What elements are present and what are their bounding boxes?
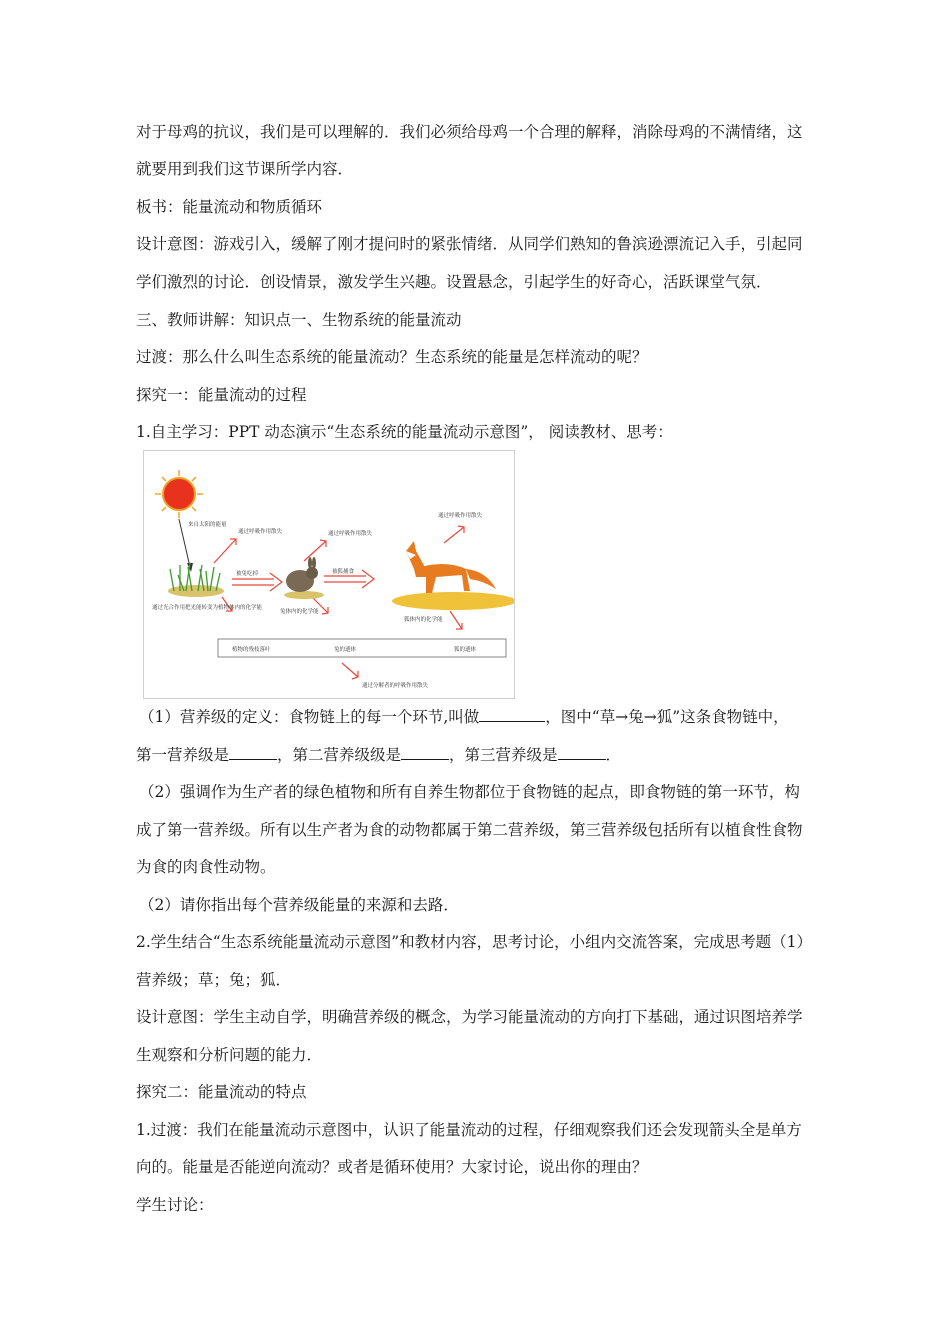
question-text: （1）营养级的定义：食物链上的每一个环节,叫做: [139, 708, 480, 726]
paragraph-line: 1.自主学习：PPT 动态演示“生态系统的能量流动示意图”， 阅读教材、思考：: [136, 423, 673, 441]
fox-store-label: 狐体内的化学能: [404, 617, 443, 623]
paragraph-line: 成了第一营养级。所有以生产者为食的动物都属于第二营养级，第三营养级包括所有以植食性食物: [136, 821, 803, 839]
paragraph-line: 学们激烈的讨论．创设情景，激发学生兴趣。设置悬念，引起学生的好奇心，活跃课堂气氛．: [136, 273, 772, 291]
rabbit-eats-label: 被兔吃掉: [236, 571, 259, 577]
grass-icon: [168, 563, 224, 597]
paragraph-line: 向的。能量是否能逆向流动？或者是循环使用？大家讨论，说出你的理由？: [136, 1158, 648, 1176]
remains-box-label-1: 植物的残枝落叶: [232, 647, 271, 653]
paragraph-line: 学生讨论：: [136, 1196, 214, 1214]
rabbit-resp-label: 通过呼吸作用散失: [328, 531, 373, 537]
board-heading: 板书：能量流动和物质循环: [136, 198, 323, 216]
fox-resp-label: 通过呼吸作用散失: [438, 513, 483, 519]
remains-box-label-2: 兔的遗体: [334, 647, 357, 653]
paragraph-line: 1.过渡：我们在能量流动示意图中，认识了能量流动的过程，仔细观察我们还会发现箭头全是单方: [136, 1121, 802, 1139]
remains-box-label-3: 狐的遗体: [454, 647, 477, 653]
paragraph-line: 为食的肉食性动物。: [136, 858, 276, 876]
question-line: [139, 706, 789, 728]
rabbit-store-label: 兔体内的化学能: [280, 609, 319, 615]
paragraph-line: 营养级；草；兔；狐．: [136, 971, 292, 989]
grass-store-label: 通过光合作用把光能转变为植物体内的化学能: [152, 605, 263, 611]
fox-resp-arrow: [444, 526, 464, 543]
question-text: ，第二营养级级是: [277, 746, 402, 764]
sun-label: 来自太阳的能量: [188, 522, 227, 528]
subsection-heading: 探究一：能量流动的过程: [136, 386, 307, 404]
subsection-heading: 探究二：能量流动的特点: [136, 1083, 307, 1101]
paragraph-line: 生观察和分析问题的能力．: [136, 1046, 323, 1064]
question-text: 第一营养级是: [136, 746, 230, 764]
paragraph-line: 就要用到我们这节课所学内容．: [136, 160, 354, 178]
paragraph-line: 设计意图：学生主动自学，明确营养级的概念，为学习能量流动的方向打下基础，通过识图培养学: [136, 1008, 803, 1026]
paragraph-line: 2.学生结合“生态系统能量流动示意图”和教材内容，思考讨论，小组内交流答案，完成思考题（1）: [136, 933, 813, 951]
grass-resp-label: 通过呼吸作用散失: [238, 529, 283, 535]
question-text: ，图中“草→兔→狐”这条食物链中，: [545, 708, 789, 726]
question-text: ．: [605, 746, 622, 764]
paragraph-line: 设计意图：游戏引入，缓解了刚才提问时的紧张情绪．从同学们熟知的鲁滨逊漂流记入手，引起同: [136, 235, 803, 253]
paragraph-line: 过渡：那么什么叫生态系统的能量流动？生态系统的能量是怎样流动的呢？: [136, 348, 648, 366]
fox-litter-arrow: [450, 611, 462, 629]
fox-icon: [392, 541, 514, 610]
grass-resp-arrow: [214, 539, 236, 563]
answer-blank[interactable]: [558, 745, 606, 760]
section-heading: 三、教师讲解：知识点一、生物系统的能量流动: [136, 311, 462, 329]
paragraph-line: （2）请你指出每个营养级能量的来源和去路．: [139, 896, 459, 914]
rabbit-icon: [284, 557, 324, 599]
paragraph-line: 对于母鸡的抗议，我们是可以理解的．我们必须给母鸡一个合理的解释，消除母鸡的不满情绪，这: [136, 123, 803, 141]
question-text: ，第三营养级是: [449, 746, 558, 764]
question-line: [136, 744, 621, 766]
answer-blank[interactable]: [479, 707, 545, 722]
sun-icon: [155, 470, 203, 518]
fox-eats-label: 被狐捕食: [332, 569, 355, 575]
energy-flow-diagram: [143, 450, 515, 699]
answer-blank[interactable]: [401, 745, 449, 760]
decomposer-arrow: [342, 663, 358, 679]
answer-blank[interactable]: [229, 745, 277, 760]
paragraph-line: （2）强调作为生产者的绿色植物和所有自养生物都位于食物链的起点，即食物链的第一环节，构: [139, 783, 800, 801]
decomposer-label: 通过分解者的呼吸作用散失: [362, 683, 429, 689]
energy-flow-svg: [144, 451, 514, 698]
